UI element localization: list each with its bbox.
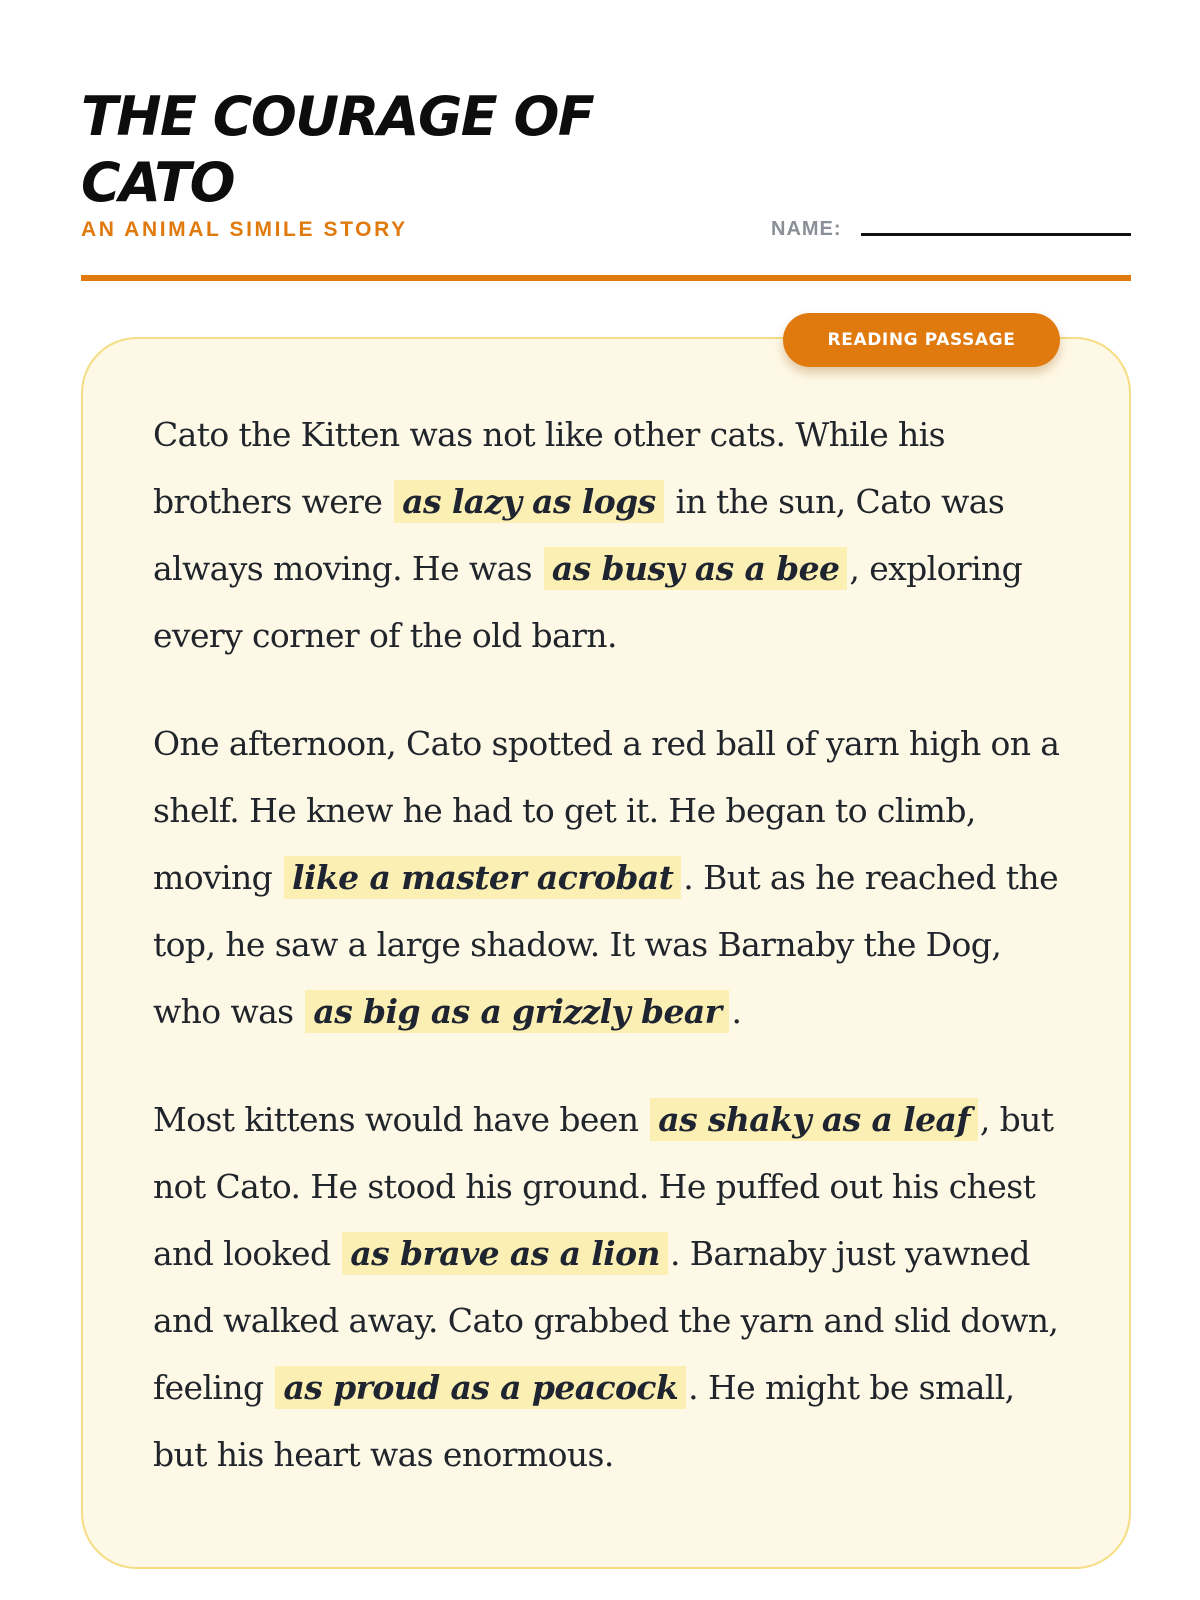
passage-text-segment: . He might be small, but his heart was enormous. [153,1368,1015,1474]
passage-paragraph [153,401,1073,669]
passage-text-segment: . But as he reached the top, he saw a large shadow. It was Barnaby the Dog, who was [153,858,1059,1031]
name-label: NAME: [771,218,842,240]
page-subtitle: AN ANIMAL SIMILE STORY [81,218,408,241]
reading-passage-badge: READING PASSAGE [783,313,1060,367]
passage-text-segment: , exploring every corner of the old barn. [153,549,1023,655]
passage-text-segment: in the sun, Cato was always moving. He was [153,482,1005,588]
name-field[interactable] [771,218,1131,248]
reading-passage-panel [81,337,1131,1569]
passage-text-segment: Most kittens would have been [153,1100,649,1139]
passage-text-segment: . [731,992,742,1031]
passage-text-segment: , but not Cato. He stood his ground. He puffed out his chest and looked [153,1100,1054,1273]
simile-highlight: as lazy as logs [394,480,663,523]
passage-paragraph [153,710,1073,1045]
passage-text-segment: . Barnaby just yawned and walked away. Cato grabbed the yarn and slid down, feeling [153,1234,1059,1407]
simile-highlight: as brave as a lion [342,1232,668,1275]
simile-highlight: as big as a grizzly bear [305,990,729,1033]
passage-paragraph [153,1086,1073,1488]
simile-highlight: as proud as a peacock [275,1366,686,1409]
name-write-line[interactable] [861,233,1131,236]
simile-highlight: like a master acrobat [284,856,681,899]
passage-text-segment: One afternoon, Cato spotted a red ball of yarn high on a shelf. He knew he had to get it. He began to climb, moving [153,724,1060,897]
passage-text [153,401,1073,1529]
header-divider [81,275,1131,281]
page-title: THE COURAGE OF CATO [81,85,594,214]
simile-highlight: as shaky as a leaf [650,1098,978,1141]
worksheet-header [81,84,1131,284]
simile-highlight: as busy as a bee [544,547,848,590]
passage-text-segment: Cato the Kitten was not like other cats. While his brothers were [153,415,945,521]
